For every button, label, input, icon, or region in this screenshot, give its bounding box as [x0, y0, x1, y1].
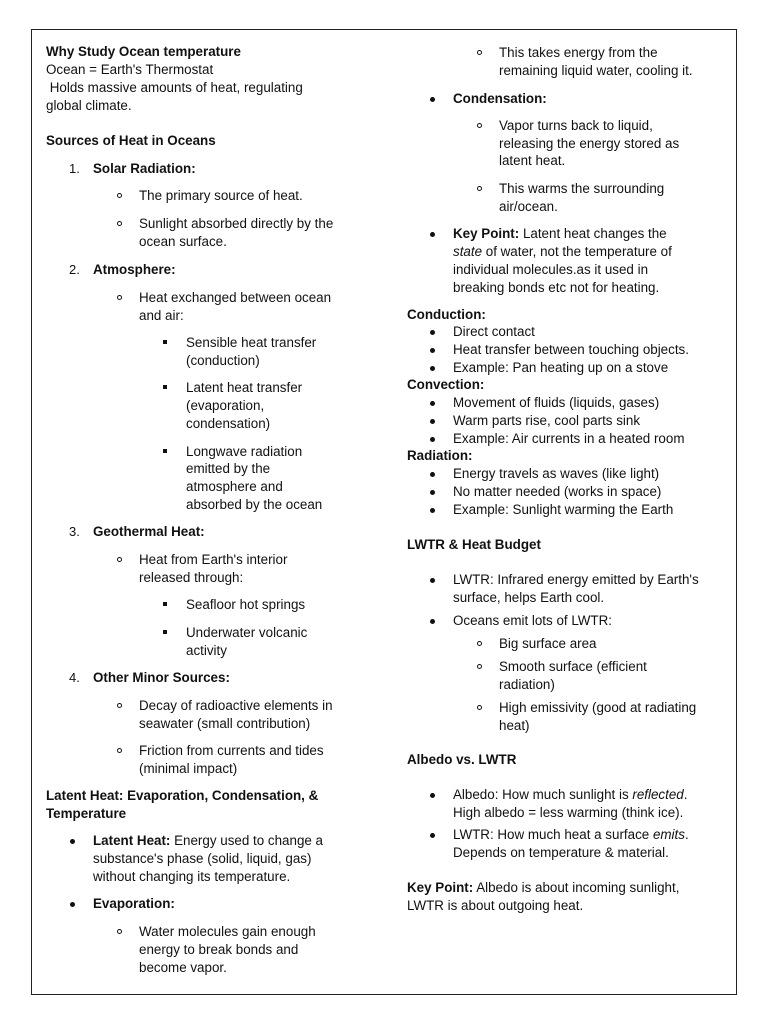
sub-item: High emissivity (good at radiating	[499, 700, 697, 715]
bullet-dot-icon	[430, 793, 435, 798]
bullet-dot-icon	[430, 833, 435, 838]
keypoint-latent-2: state of water, not the temperature of	[453, 244, 672, 259]
list-item: No matter needed (works in space)	[453, 484, 662, 499]
square-bullet-icon	[163, 340, 167, 344]
sub-item: Longwave radiation	[186, 444, 303, 459]
list-item: Decay of radioactive elements in	[139, 698, 333, 713]
bullet-dot-icon	[430, 619, 435, 624]
albedo-heading: Albedo vs. LWTR	[407, 752, 517, 767]
doc-title: Why Study Ocean temperature	[46, 44, 241, 59]
albedo-definition: Albedo: How much sunlight is reflected.	[453, 787, 688, 802]
atmosphere-label: Atmosphere:	[93, 262, 176, 277]
list-item: Sunlight absorbed directly by the	[139, 216, 334, 231]
circle-bullet-icon	[117, 221, 122, 226]
list-item: Direct contact	[453, 324, 535, 339]
bullet-dot-icon	[430, 472, 435, 477]
keypoint-latent-4: breaking bonds etc not for heating.	[453, 280, 660, 295]
sub-item: (conduction)	[186, 353, 260, 368]
radiation-heading: Radiation:	[407, 448, 473, 463]
bullet-dot-icon	[430, 366, 435, 371]
holds-line-1: Holds massive amounts of heat, regulating	[46, 80, 303, 95]
circle-bullet-icon	[477, 50, 482, 55]
bullet-dot-icon	[70, 839, 75, 844]
keypoint-latent: Key Point: Latent heat changes the	[453, 226, 667, 241]
sub-item: Sensible heat transfer	[186, 335, 317, 350]
circle-bullet-icon	[477, 123, 482, 128]
bullet-dot-icon	[430, 401, 435, 406]
evaporation-label: Evaporation:	[93, 896, 175, 911]
list-number: 2.	[69, 262, 80, 277]
sub-item: Seafloor hot springs	[186, 597, 306, 612]
keypoint-latent-3: individual molecules.as it used in	[453, 262, 649, 277]
circle-bullet-icon	[477, 641, 482, 646]
list-item: Heat exchanged between ocean	[139, 290, 332, 305]
bullet-dot-icon	[430, 578, 435, 583]
sub-item: (evaporation,	[186, 398, 265, 413]
square-bullet-icon	[163, 630, 167, 634]
list-number: 4.	[69, 670, 80, 685]
lwtr-definition-2: Depends on temperature & material.	[453, 845, 669, 860]
square-bullet-icon	[163, 449, 167, 453]
list-item: surface, helps Earth cool.	[453, 590, 605, 605]
list-item: seawater (small contribution)	[139, 716, 311, 731]
list-item: air/ocean.	[499, 199, 558, 214]
circle-bullet-icon	[117, 929, 122, 934]
latent-definition-2: substance's phase (solid, liquid, gas)	[93, 851, 312, 866]
bullet-dot-icon	[430, 437, 435, 442]
list-item: Heat from Earth's interior	[139, 552, 288, 567]
sub-item: radiation)	[499, 677, 555, 692]
final-keypoint: Key Point: Albedo is about incoming sunlight,	[407, 880, 680, 895]
sub-item: Big surface area	[499, 636, 597, 651]
conduction-heading: Conduction:	[407, 307, 486, 322]
sub-item: Smooth surface (efficient	[499, 659, 647, 674]
condensation-label: Condensation:	[453, 91, 547, 106]
sub-item: Underwater volcanic	[186, 625, 308, 640]
latent-definition: Latent Heat: Energy used to change a	[93, 833, 324, 848]
bullet-dot-icon	[430, 490, 435, 495]
sub-item: heat)	[499, 718, 530, 733]
bullet-dot-icon	[430, 508, 435, 513]
list-item: Example: Pan heating up on a stove	[453, 360, 669, 375]
holds-line-2: global climate.	[46, 98, 132, 113]
list-item: become vapor.	[139, 960, 227, 975]
square-bullet-icon	[163, 385, 167, 389]
sub-item: atmosphere and	[186, 479, 283, 494]
latent-heading-2: Temperature	[46, 806, 127, 821]
circle-bullet-icon	[117, 703, 122, 708]
list-item: This warms the surrounding	[499, 181, 665, 196]
lwtr-heading: LWTR & Heat Budget	[407, 537, 541, 552]
circle-bullet-icon	[117, 748, 122, 753]
list-number: 1.	[69, 161, 80, 176]
bullet-dot-icon	[430, 348, 435, 353]
list-item: Warm parts rise, cool parts sink	[453, 413, 641, 428]
list-item: LWTR: Infrared energy emitted by Earth's	[453, 572, 699, 587]
sub-item: absorbed by the ocean	[186, 497, 323, 512]
list-item: and air:	[139, 308, 184, 323]
list-item: Friction from currents and tides	[139, 743, 324, 758]
sub-item: condensation)	[186, 416, 271, 431]
minor-sources-label: Other Minor Sources:	[93, 670, 230, 685]
list-number: 3.	[69, 524, 80, 539]
geothermal-label: Geothermal Heat:	[93, 524, 205, 539]
list-item: Vapor turns back to liquid,	[499, 118, 653, 133]
sub-item: activity	[186, 643, 227, 658]
list-item: Oceans emit lots of LWTR:	[453, 613, 612, 628]
bullet-dot-icon	[430, 330, 435, 335]
latent-heading-1: Latent Heat: Evaporation, Condensation, &	[46, 788, 319, 803]
list-item: Example: Air currents in a heated room	[453, 431, 685, 446]
lwtr-definition: LWTR: How much heat a surface emits.	[453, 827, 689, 842]
list-item: Heat transfer between touching objects.	[453, 342, 689, 357]
circle-bullet-icon	[117, 193, 122, 198]
bullet-dot-icon	[70, 902, 75, 907]
list-item: Example: Sunlight warming the Earth	[453, 502, 674, 517]
list-item: Energy travels as waves (like light)	[453, 466, 660, 481]
sub-item: Latent heat transfer	[186, 380, 303, 395]
circle-bullet-icon	[117, 557, 122, 562]
list-item: energy to break bonds and	[139, 942, 299, 957]
list-item: releasing the energy stored as	[499, 136, 680, 151]
bullet-dot-icon	[430, 97, 435, 102]
list-item: remaining liquid water, cooling it.	[499, 63, 693, 78]
sources-heading: Sources of Heat in Oceans	[46, 133, 216, 148]
list-item: This takes energy from the	[499, 45, 658, 60]
circle-bullet-icon	[477, 705, 482, 710]
circle-bullet-icon	[477, 186, 482, 191]
sub-item: emitted by the	[186, 461, 271, 476]
list-item: released through:	[139, 570, 244, 585]
circle-bullet-icon	[117, 295, 122, 300]
solar-label: Solar Radiation:	[93, 161, 196, 176]
bullet-dot-icon	[430, 419, 435, 424]
convection-heading: Convection:	[407, 377, 485, 392]
list-item: (minimal impact)	[139, 761, 238, 776]
final-keypoint-2: LWTR is about outgoing heat.	[407, 898, 584, 913]
latent-definition-3: without changing its temperature.	[93, 869, 291, 884]
bullet-dot-icon	[430, 232, 435, 237]
list-item: ocean surface.	[139, 234, 227, 249]
list-item: latent heat.	[499, 153, 566, 168]
list-item: Movement of fluids (liquids, gases)	[453, 395, 660, 410]
circle-bullet-icon	[477, 664, 482, 669]
thermostat-line: Ocean = Earth's Thermostat	[46, 62, 214, 77]
list-item: Water molecules gain enough	[139, 924, 316, 939]
albedo-definition-2: High albedo = less warming (think ice).	[453, 805, 684, 820]
list-item: The primary source of heat.	[139, 188, 303, 203]
square-bullet-icon	[163, 602, 167, 606]
